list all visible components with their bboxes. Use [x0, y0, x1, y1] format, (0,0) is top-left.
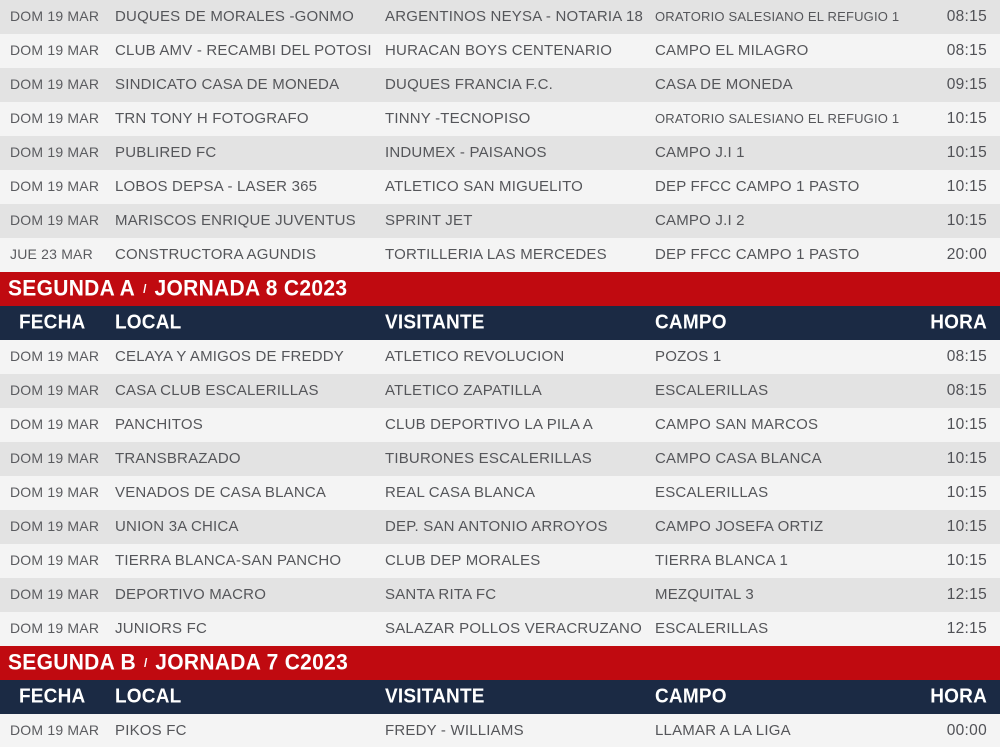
cell-visitante: ARGENTINOS NEYSA - NOTARIA 18 — [385, 8, 644, 25]
cell-campo: CASA DE MONEDA — [655, 76, 793, 93]
cell-local: TRANSBRAZADO — [115, 450, 241, 467]
column-header-campo: CAMPO — [655, 685, 727, 708]
cell-hora: 10:15 — [946, 416, 987, 433]
table-row — [0, 612, 1000, 646]
cell-campo: LLAMAR A LA LIGA — [655, 722, 791, 739]
cell-fecha: DOM 19 MAR — [10, 42, 100, 58]
cell-hora: 08:15 — [946, 42, 987, 59]
cell-fecha: DOM 19 MAR — [10, 450, 100, 466]
cell-campo: ORATORIO SALESIANO EL REFUGIO 1 — [655, 9, 900, 24]
column-header-visitante: VISITANTE — [385, 311, 485, 334]
table-row — [0, 476, 1000, 510]
cell-hora: 08:15 — [946, 382, 987, 399]
cell-fecha: DOM 19 MAR — [10, 348, 100, 364]
table-row — [0, 34, 1000, 68]
cell-campo: CAMPO JOSEFA ORTIZ — [655, 518, 824, 535]
cell-fecha: DOM 19 MAR — [10, 586, 100, 602]
column-header-hora: HORA — [930, 311, 987, 334]
cell-fecha: DOM 19 MAR — [10, 518, 100, 534]
cell-local: MARISCOS ENRIQUE JUVENTUS — [115, 212, 356, 229]
cell-fecha: DOM 19 MAR — [10, 8, 100, 24]
cell-fecha: DOM 19 MAR — [10, 484, 100, 500]
cell-campo: ESCALERILLAS — [655, 620, 769, 637]
cell-visitante: DUQUES FRANCIA F.C. — [385, 76, 553, 93]
banner-separator: / — [143, 282, 147, 296]
cell-local: PANCHITOS — [115, 416, 203, 433]
column-header-campo: CAMPO — [655, 311, 727, 334]
cell-local: PUBLIRED FC — [115, 144, 217, 161]
cell-fecha: DOM 19 MAR — [10, 416, 100, 432]
cell-visitante: SANTA RITA FC — [385, 586, 497, 603]
banner-jornada: JORNADA 8 C2023 — [154, 276, 348, 301]
league-section-segunda-b — [0, 646, 1000, 747]
cell-visitante: CLUB DEP MORALES — [385, 552, 541, 569]
fixtures-rows-top — [0, 0, 1000, 272]
table-row — [0, 510, 1000, 544]
cell-visitante: ATLETICO ZAPATILLA — [385, 382, 542, 399]
table-row — [0, 102, 1000, 136]
banner-division: SEGUNDA B — [8, 650, 136, 675]
cell-visitante: CLUB DEPORTIVO LA PILA A — [385, 416, 593, 433]
fixtures-rows-segunda-b — [0, 714, 1000, 747]
fixtures-section-top — [0, 0, 1000, 272]
table-row — [0, 578, 1000, 612]
table-header-segunda-b — [0, 680, 1000, 714]
cell-fecha: JUE 23 MAR — [10, 246, 93, 262]
cell-local: JUNIORS FC — [115, 620, 207, 637]
cell-local: DEPORTIVO MACRO — [115, 586, 267, 603]
cell-local: CASA CLUB ESCALERILLAS — [115, 382, 319, 399]
cell-fecha: DOM 19 MAR — [10, 722, 100, 738]
cell-local: LOBOS DEPSA - LASER 365 — [115, 178, 318, 195]
cell-fecha: DOM 19 MAR — [10, 76, 100, 92]
cell-hora: 10:15 — [946, 144, 987, 161]
column-header-local: LOCAL — [115, 311, 182, 334]
table-row — [0, 374, 1000, 408]
cell-campo: CAMPO EL MILAGRO — [655, 42, 809, 59]
cell-hora: 08:15 — [946, 8, 987, 25]
column-header-fecha: FECHA — [19, 311, 86, 334]
cell-campo: CAMPO J.I 2 — [655, 212, 745, 229]
cell-visitante: REAL CASA BLANCA — [385, 484, 536, 501]
cell-hora: 09:15 — [946, 76, 987, 93]
cell-hora: 20:00 — [946, 246, 987, 263]
cell-local: DUQUES DE MORALES -GONMO — [115, 8, 354, 25]
cell-fecha: DOM 19 MAR — [10, 212, 100, 228]
cell-fecha: DOM 19 MAR — [10, 382, 100, 398]
cell-visitante: TINNY -TECNOPISO — [385, 110, 531, 127]
table-row — [0, 170, 1000, 204]
cell-fecha: DOM 19 MAR — [10, 110, 100, 126]
cell-campo: MEZQUITAL 3 — [655, 586, 754, 603]
table-row — [0, 204, 1000, 238]
cell-local: TIERRA BLANCA-SAN PANCHO — [115, 552, 342, 569]
cell-campo: CAMPO J.I 1 — [655, 144, 745, 161]
table-row — [0, 0, 1000, 34]
banner-division: SEGUNDA A — [8, 276, 136, 301]
cell-local: UNION 3A CHICA — [115, 518, 239, 535]
cell-campo: ESCALERILLAS — [655, 382, 769, 399]
cell-local: SINDICATO CASA DE MONEDA — [115, 76, 340, 93]
banner-jornada: JORNADA 7 C2023 — [155, 650, 349, 675]
cell-visitante: TORTILLERIA LAS MERCEDES — [385, 246, 607, 263]
cell-hora: 00:00 — [946, 722, 987, 739]
league-banner-segunda-b — [0, 646, 1000, 680]
cell-visitante: SALAZAR POLLOS VERACRUZANO — [385, 620, 642, 637]
cell-campo: ORATORIO SALESIANO EL REFUGIO 1 — [655, 111, 900, 126]
cell-hora: 10:15 — [946, 450, 987, 467]
cell-hora: 12:15 — [946, 586, 987, 603]
column-header-local: LOCAL — [115, 685, 182, 708]
cell-local: CONSTRUCTORA AGUNDIS — [115, 246, 317, 263]
cell-visitante: FREDY - WILLIAMS — [385, 722, 524, 739]
cell-campo: DEP FFCC CAMPO 1 PASTO — [655, 246, 860, 263]
cell-local: PIKOS FC — [115, 722, 187, 739]
cell-hora: 10:15 — [946, 484, 987, 501]
cell-hora: 10:15 — [946, 212, 987, 229]
cell-fecha: DOM 19 MAR — [10, 620, 100, 636]
fixtures-rows-segunda-a — [0, 340, 1000, 646]
cell-fecha: DOM 19 MAR — [10, 178, 100, 194]
banner-separator: / — [143, 656, 148, 670]
league-banner-segunda-a — [0, 272, 1000, 306]
cell-visitante: ATLETICO SAN MIGUELITO — [385, 178, 584, 195]
cell-hora: 10:15 — [946, 178, 987, 195]
cell-local: TRN TONY H FOTOGRAFO — [115, 110, 309, 127]
table-row — [0, 136, 1000, 170]
table-row — [0, 340, 1000, 374]
cell-campo: TIERRA BLANCA 1 — [655, 552, 789, 569]
cell-hora: 10:15 — [946, 552, 987, 569]
table-row — [0, 714, 1000, 747]
cell-hora: 12:15 — [946, 620, 987, 637]
cell-campo: POZOS 1 — [655, 348, 722, 365]
column-header-hora: HORA — [930, 685, 987, 708]
cell-fecha: DOM 19 MAR — [10, 552, 100, 568]
table-row — [0, 408, 1000, 442]
cell-hora: 08:15 — [946, 348, 987, 365]
table-row — [0, 544, 1000, 578]
cell-visitante: TIBURONES ESCALERILLAS — [385, 450, 592, 467]
cell-local: CLUB AMV - RECAMBI DEL POTOSI — [115, 42, 372, 59]
cell-campo: ESCALERILLAS — [655, 484, 769, 501]
table-row — [0, 68, 1000, 102]
cell-visitante: INDUMEX - PAISANOS — [385, 144, 547, 161]
column-header-fecha: FECHA — [19, 685, 86, 708]
cell-campo: CAMPO SAN MARCOS — [655, 416, 819, 433]
cell-fecha: DOM 19 MAR — [10, 144, 100, 160]
cell-visitante: HURACAN BOYS CENTENARIO — [385, 42, 613, 59]
table-header-segunda-a — [0, 306, 1000, 340]
cell-hora: 10:15 — [946, 518, 987, 535]
table-row — [0, 442, 1000, 476]
cell-local: CELAYA Y AMIGOS DE FREDDY — [115, 348, 344, 365]
column-header-visitante: VISITANTE — [385, 685, 485, 708]
cell-local: VENADOS DE CASA BLANCA — [115, 484, 327, 501]
table-row — [0, 238, 1000, 272]
cell-campo: CAMPO CASA BLANCA — [655, 450, 822, 467]
cell-visitante: ATLETICO REVOLUCION — [385, 348, 565, 365]
cell-visitante: DEP. SAN ANTONIO ARROYOS — [385, 518, 608, 535]
cell-visitante: SPRINT JET — [385, 212, 473, 229]
league-section-segunda-a — [0, 272, 1000, 646]
cell-campo: DEP FFCC CAMPO 1 PASTO — [655, 178, 860, 195]
cell-hora: 10:15 — [946, 110, 987, 127]
